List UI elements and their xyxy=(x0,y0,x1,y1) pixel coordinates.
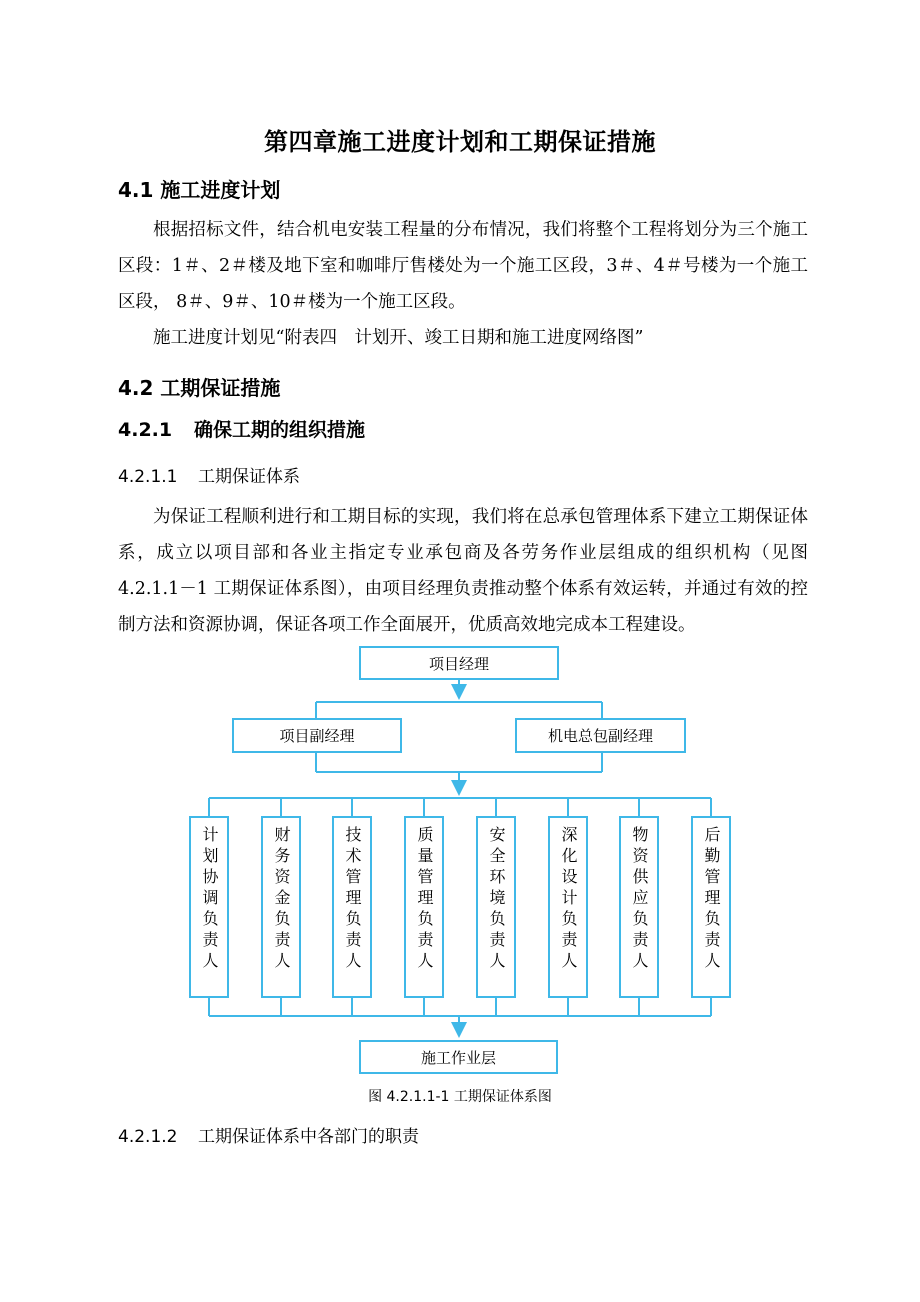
org-box-department: 物资供应负责人 xyxy=(619,816,659,998)
org-box-project-manager: 项目经理 xyxy=(359,646,559,680)
subsection-number: 4.2.1.2 xyxy=(118,1127,178,1147)
subsection-number: 4.2.1 xyxy=(118,419,173,441)
paragraph-guarantee-system: 为保证工程顺利进行和工期目标的实现，我们将在总承包管理体系下建立工期保证体系，成立以项目部和各业主指定专业承包商及各劳务作业层组成的组织机构（见图 4.2.1.1－1 工期保证体系图），由项目经理负责推动整个体系有效运转，并通过有效的控制方法和资源协调，保证各项工作全面展开，优质高效地完成本工程建设。 xyxy=(118,507,808,635)
org-box-department: 深化设计负责人 xyxy=(548,816,588,998)
org-box-department: 计划协调负责人 xyxy=(189,816,229,998)
paragraph-zones: 根据招标文件，结合机电安装工程量的分布情况，我们将整个工程将划分为三个施工区段：1＃、2＃楼及地下室和咖啡厅售楼处为一个施工区段，3＃、4＃号楼为一个施工区段， 8＃、9＃、10＃楼为一个施工区段。 xyxy=(118,220,808,312)
subsection-heading-4-2-1-2 xyxy=(118,1122,419,1147)
figure-caption: 图 4.2.1.1-1 工期保证体系图 xyxy=(368,1089,552,1105)
subsection-title: 确保工期的组织措施 xyxy=(194,419,366,441)
org-box-department: 后勤管理负责人 xyxy=(691,816,731,998)
subsection-title: 工期保证体系 xyxy=(198,467,300,487)
section-heading-4-2: 4.2 工期保证措施 xyxy=(118,376,281,400)
org-box-mep-deputy-manager: 机电总包副经理 xyxy=(515,718,686,753)
page-title: 第四章施工进度计划和工期保证措施 xyxy=(264,128,656,156)
org-box-department: 安全环境负责人 xyxy=(476,816,516,998)
org-box-department: 财务资金负责人 xyxy=(261,816,301,998)
section-heading-4-1: 4.1 施工进度计划 xyxy=(118,178,281,202)
org-box-construction-layer: 施工作业层 xyxy=(359,1040,558,1074)
subsection-title: 工期保证体系中各部门的职责 xyxy=(198,1127,419,1147)
org-box-department: 质量管理负责人 xyxy=(404,816,444,998)
org-box-department: 技术管理负责人 xyxy=(332,816,372,998)
paragraph-schedule-ref: 施工进度计划见“附表四 计划开、竣工日期和施工进度网络图” xyxy=(153,328,644,348)
subsection-number: 4.2.1.1 xyxy=(118,467,178,487)
org-box-deputy-manager: 项目副经理 xyxy=(232,718,402,753)
